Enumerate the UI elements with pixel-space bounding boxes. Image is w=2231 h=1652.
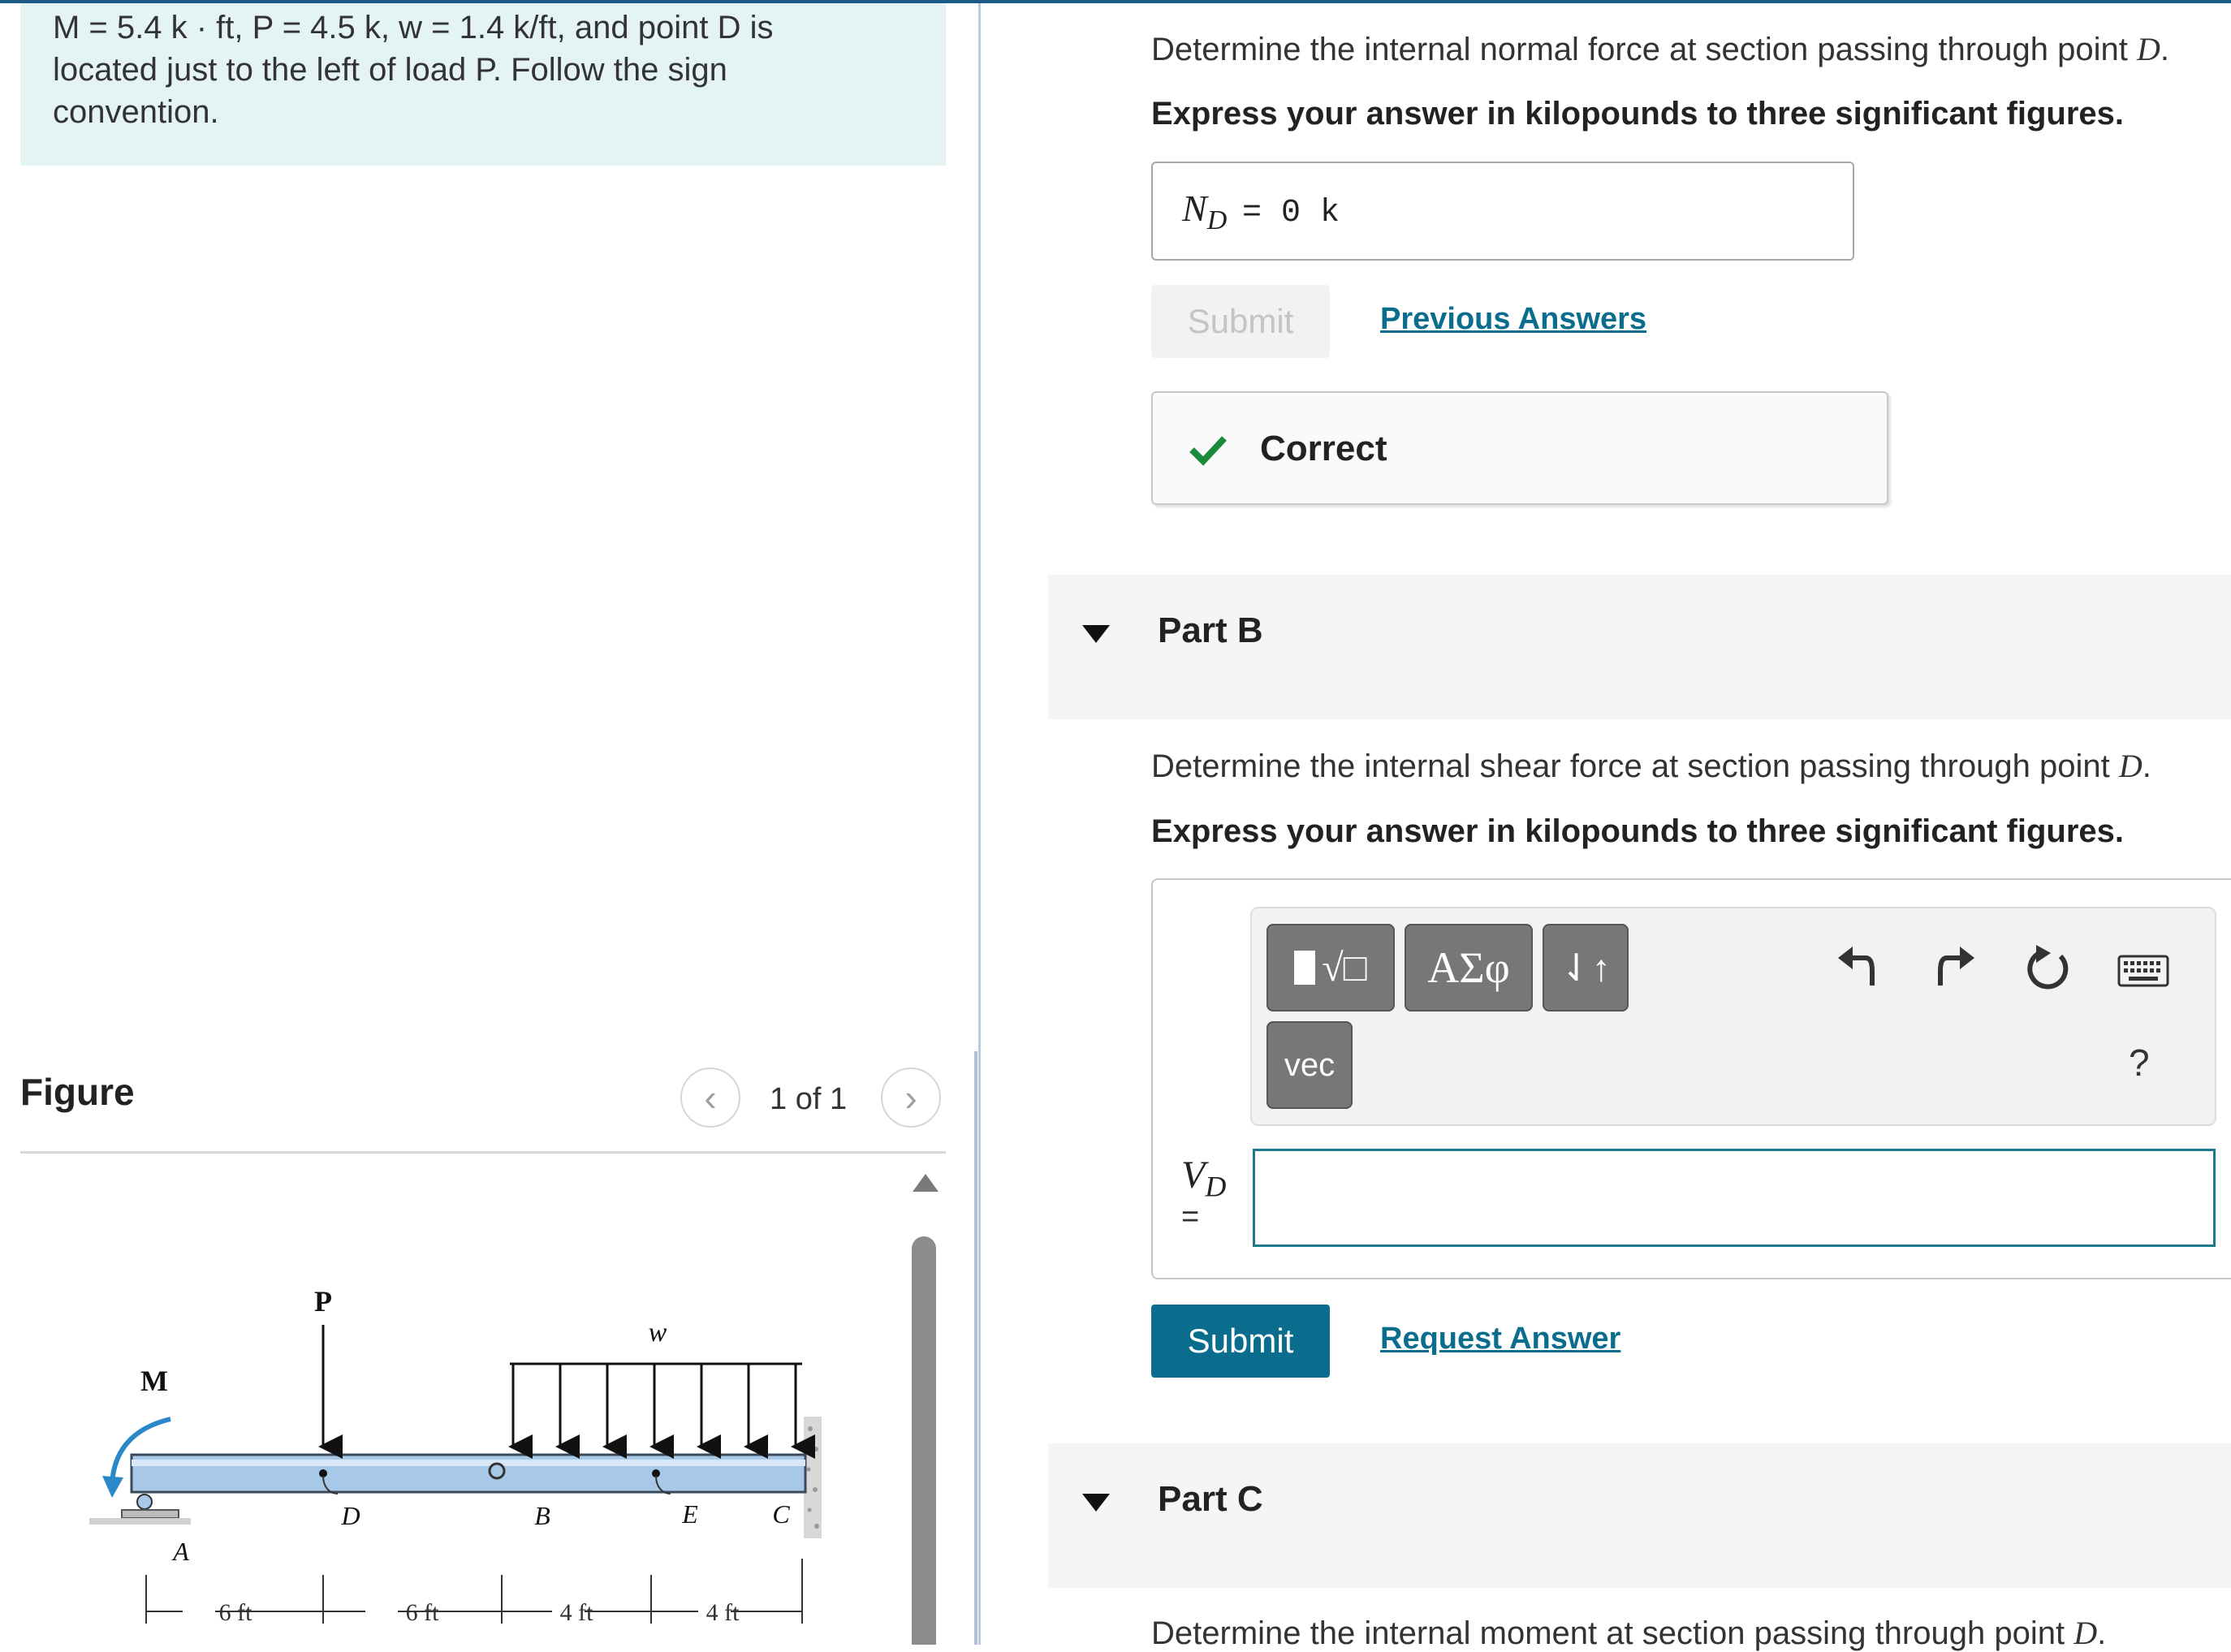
vec-button[interactable]	[1267, 1021, 1353, 1109]
label-p: P	[314, 1285, 332, 1318]
sqrt-icon: √□	[1322, 946, 1367, 990]
ground	[89, 1518, 191, 1525]
part-b-header[interactable]	[1048, 575, 2231, 719]
vec-label: vec	[1284, 1046, 1336, 1083]
redo-icon[interactable]	[1937, 943, 1976, 992]
feedback-correct	[1151, 391, 1888, 505]
undo-icon[interactable]	[1836, 943, 1875, 992]
label-w: w	[648, 1318, 667, 1348]
label-c: C	[772, 1499, 790, 1529]
templates-button[interactable]	[1267, 924, 1395, 1011]
part-a-answer-value: = 0 k	[1242, 195, 1340, 231]
part-a-variable-sub: D	[1206, 205, 1228, 236]
keyboard-icon[interactable]	[2117, 955, 2169, 987]
part-a-answer-display	[1151, 162, 1854, 261]
beam-diagram	[73, 1266, 885, 1645]
problem-line-1: M = 5.4 k · ft, P = 4.5 k, w = 1.4 k/ft, and point D is	[53, 10, 774, 45]
scroll-up-arrow-icon[interactable]	[913, 1174, 939, 1192]
part-c-header[interactable]	[1048, 1443, 2231, 1588]
part-a-question: Determine the internal normal force at section passing through point D.	[1151, 31, 2170, 67]
part-a-point: D	[2137, 31, 2160, 67]
part-b-question-text: Determine the internal shear force at section passing through point	[1151, 748, 2110, 784]
column-divider	[978, 3, 981, 1645]
label-d: D	[341, 1501, 360, 1530]
checkmark-icon	[1189, 433, 1228, 466]
moment-arrowhead-icon	[102, 1476, 123, 1498]
distributed-load-arrows	[513, 1364, 796, 1447]
part-b-title: Part B	[1158, 610, 1263, 650]
part-b-submit-button[interactable]: Submit	[1151, 1305, 1330, 1378]
label-e: E	[682, 1499, 698, 1529]
arrows-button[interactable]	[1543, 924, 1629, 1011]
part-c-point: D	[2073, 1615, 2098, 1651]
support-a	[137, 1495, 152, 1509]
prev-figure-button[interactable]	[680, 1068, 740, 1128]
part-b-equals: =	[1181, 1200, 1200, 1234]
hinge-b	[490, 1464, 504, 1478]
part-b-variable	[1181, 1153, 1226, 1204]
dim-label-4: 4 ft	[706, 1599, 740, 1626]
part-b-instruction: Express your answer in kilopounds to three significant figures.	[1151, 813, 2125, 849]
dim-label-3: 4 ft	[559, 1599, 593, 1626]
problem-line-3: convention.	[53, 94, 219, 130]
part-c-question: Determine the internal moment at section passing through point D.	[1151, 1615, 2107, 1651]
figure-pager: 1 of 1	[770, 1082, 848, 1116]
caret-down-icon[interactable]	[1082, 625, 1110, 643]
dim-label-2: 6 ft	[405, 1599, 439, 1626]
help-icon[interactable]: ?	[2129, 1042, 2150, 1084]
part-b-question: Determine the internal shear force at section passing through point D.	[1151, 748, 2151, 784]
part-b-variable-sub: D	[1205, 1170, 1227, 1203]
part-b-variable-main: V	[1181, 1154, 1206, 1197]
figure-divider	[20, 1151, 946, 1154]
figure-scrollbar[interactable]	[912, 1236, 936, 1645]
part-a-submit-button[interactable]: Submit	[1151, 285, 1330, 358]
part-a-question-text: Determine the internal normal force at section passing through point	[1151, 32, 2128, 67]
part-c-title: Part C	[1158, 1479, 1263, 1519]
beam-highlight	[132, 1460, 805, 1466]
problem-statement	[20, 3, 946, 166]
label-a: A	[173, 1537, 189, 1566]
part-b-point: D	[2118, 748, 2143, 784]
block-icon	[1294, 951, 1315, 985]
chevron-left-icon: ‹	[704, 1076, 717, 1119]
figure-title: Figure	[20, 1071, 135, 1113]
math-toolbar	[1250, 907, 2216, 1126]
label-m: M	[140, 1365, 168, 1397]
part-a-variable: N	[1182, 188, 1207, 229]
part-b-answer-input[interactable]	[1253, 1149, 2216, 1247]
greek-symbols-button[interactable]	[1405, 924, 1533, 1011]
next-figure-button[interactable]	[881, 1068, 941, 1128]
support-base	[122, 1510, 179, 1518]
previous-answers-link[interactable]: Previous Answers	[1380, 302, 1647, 336]
caret-down-icon[interactable]	[1082, 1494, 1110, 1512]
greek-icon: ΑΣφ	[1427, 943, 1510, 992]
arrows-icon: ⇃↑	[1560, 947, 1611, 989]
chevron-right-icon: ›	[904, 1076, 917, 1119]
reset-icon[interactable]	[2025, 945, 2072, 992]
request-answer-link[interactable]: Request Answer	[1380, 1322, 1621, 1356]
column-divider-shadow	[974, 1051, 977, 1645]
feedback-text: Correct	[1260, 429, 1387, 468]
label-b: B	[534, 1501, 550, 1530]
dim-label-1: 6 ft	[218, 1599, 252, 1626]
part-a-instruction: Express your answer in kilopounds to three significant figures.	[1151, 96, 2125, 132]
problem-line-2: located just to the left of load P. Follow the sign	[53, 52, 727, 88]
part-c-question-text: Determine the internal moment at section passing through point	[1151, 1615, 2065, 1651]
